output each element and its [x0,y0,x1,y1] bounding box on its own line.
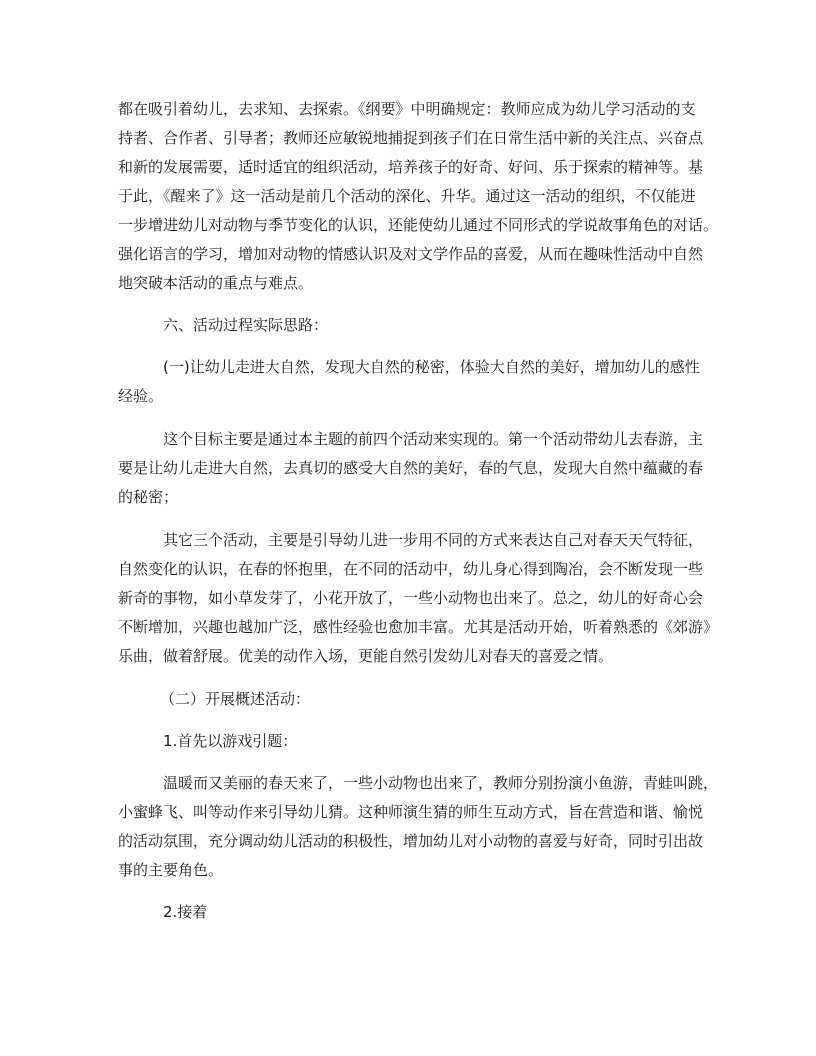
paragraph-line: 持者、合作者、引导者；教师还应敏锐地捕捉到孩子们在日常生活中新的关注点、兴奋点 [118,129,704,147]
paragraph-line: 和新的发展需要，适时适宜的组织活动，培养孩子的好奇、好问、乐于探索的精神等。基 [118,158,704,176]
section-heading: （二）开展概述活动： [160,690,311,708]
paragraph-line: 这个目标主要是通过本主题的前四个活动来实现的。第一个活动带幼儿去春游，主 [163,430,704,448]
paragraph-line: 的秘密； [118,488,179,506]
paragraph-line: 事的主要角色。 [118,861,224,879]
goal-line: 经验。 [118,387,164,405]
paragraph-line: 要是让幼儿走进大自然，去真切的感受大自然的美好，春的气息，发现大自然中蕴藏的春 [118,459,704,477]
paragraph-line: 其它三个活动，主要是引导幼儿进一步用不同的方式来表达自己对春天天气特征， [163,531,704,549]
paragraph-line: 都在吸引着幼儿，去求知、去探索。《纲要》中明确规定：教师应成为幼儿学习活动的支 [118,100,696,118]
goal-line: (一)让幼儿走进大自然，发现大自然的秘密，体验大自然的美好，增加幼儿的感性 [163,358,700,376]
step-title: 1.首先以游戏引题： [163,732,298,750]
paragraph-line: 于此，《醒来了》这一活动是前几个活动的深化、升华。通过这一活动的组织，不仅能进 [118,187,696,205]
paragraph-line: 地突破本活动的重点与难点。 [118,274,314,292]
paragraph-line: 乐曲，做着舒展。优美的动作入场，更能自然引发幼儿对春天的喜爱之情。 [118,647,614,665]
paragraph-line: 小蜜蜂飞、叫等动作来引导幼儿猜。这种师演生猜的师生互动方式，旨在营造和谐、愉悦 [118,803,704,821]
paragraph-line: 的活动氛围，充分调动幼儿活动的积极性，增加幼儿对小动物的喜爱与好奇，同时引出故 [118,832,704,850]
paragraph-line: 新奇的事物，如小草发芽了，小花开放了，一些小动物也出来了。总之，幼儿的好奇心会 [118,589,704,607]
section-heading: 六、活动过程实际思路： [163,316,329,334]
paragraph-line: 强化语言的学习，增加对动物的情感认识及对文学作品的喜爱，从而在趣味性活动中自然 [118,245,704,263]
paragraph-line: 自然变化的认识，在春的怀抱里，在不同的活动中，幼儿身心得到陶冶，会不断发现一些 [118,560,704,578]
paragraph-line: 不断增加，兴趣也越加广泛，感性经验也愈加丰富。尤其是活动开始，听着熟悉的《郊游》 [118,618,719,636]
step-title: 2.接着 [163,903,208,921]
paragraph-line: 温暖而又美丽的春天来了，一些小动物也出来了，教师分别扮演小鱼游，青蛙叫跳， [163,774,719,792]
paragraph-line: 一步增进幼儿对动物与季节变化的认识，还能使幼儿通过不同形式的学说故事角色的对话。 [118,216,719,234]
